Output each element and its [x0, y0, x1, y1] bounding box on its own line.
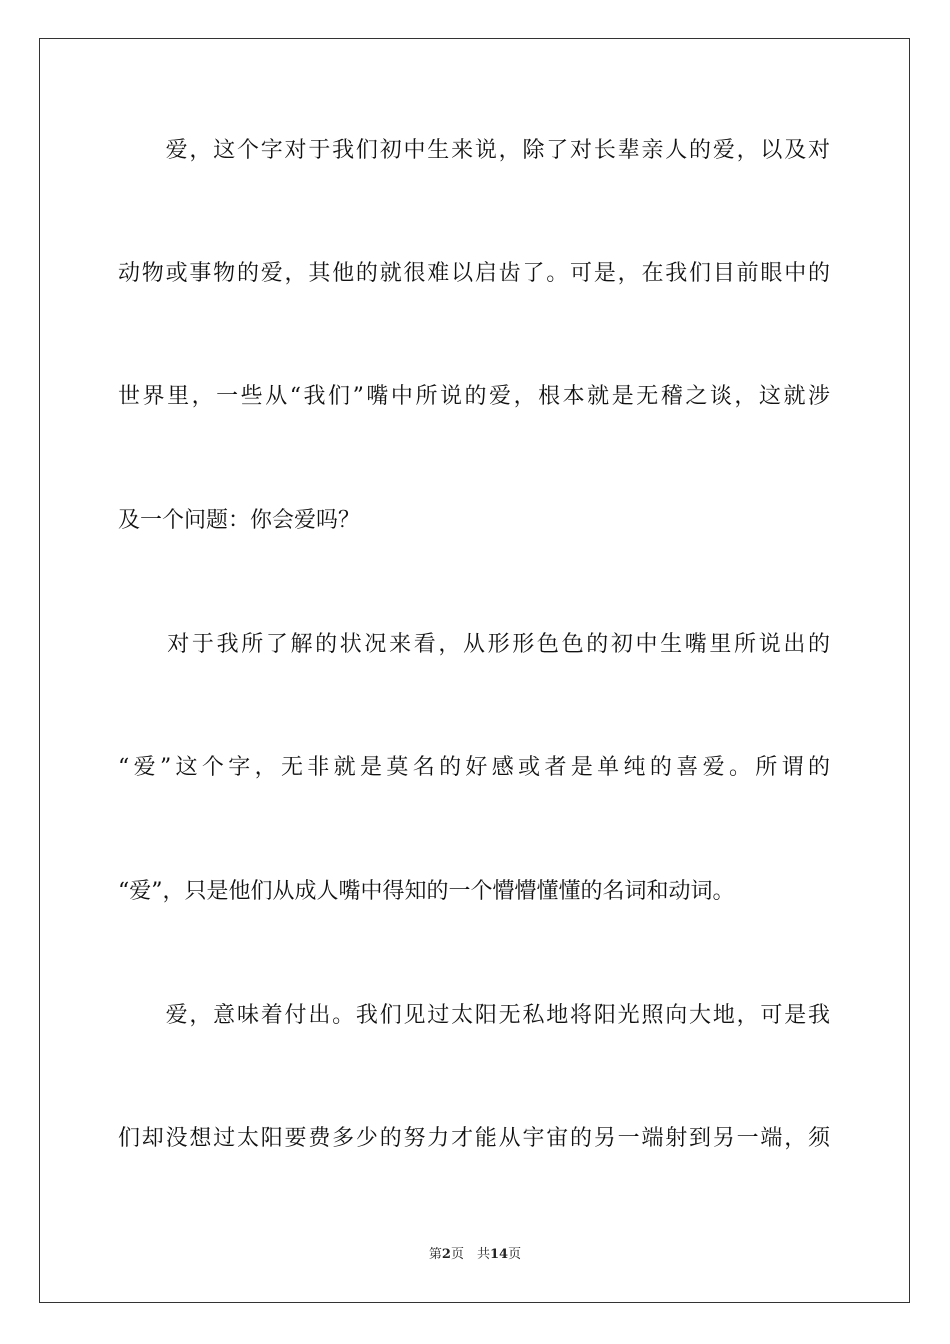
- footer-page-current: 2: [441, 1247, 451, 1262]
- footer-page-prefix: 第: [428, 1247, 442, 1262]
- text-line-2: 动物或事物的爱，其他的就很难以启齿了。可是，在我们目前眼中的: [118, 261, 830, 286]
- text-line-3: 世界里，一些从“我们”嘴中所说的爱，根本就是无稽之谈，这就涉: [118, 384, 830, 409]
- page-footer: [0, 1246, 950, 1264]
- footer-page-suffix: 页: [508, 1247, 522, 1262]
- text-line-8: 爱，意味着付出。我们见过太阳无私地将阳光照向大地，可是我: [118, 1003, 830, 1028]
- text-line-5: 对于我所了解的状况来看，从形形色色的初中生嘴里所说出的: [118, 632, 830, 657]
- text-line-4: 及一个问题：你会爱吗？: [118, 508, 361, 533]
- page-border: [39, 38, 910, 1303]
- footer-page-mid: 页 共: [450, 1247, 490, 1262]
- text-line-6: “爱”这个字，无非就是莫名的好感或者是单纯的喜爱。所谓的: [118, 755, 830, 780]
- text-line-1: 爱，这个字对于我们初中生来说，除了对长辈亲人的爱，以及对: [118, 138, 830, 163]
- footer-page-total: 14: [489, 1247, 509, 1262]
- text-line-7: “爱”，只是他们从成人嘴中得知的一个懵懵懂懂的名词和动词。: [118, 879, 735, 904]
- text-line-9: 们却没想过太阳要费多少的努力才能从宇宙的另一端射到另一端，须: [118, 1126, 830, 1151]
